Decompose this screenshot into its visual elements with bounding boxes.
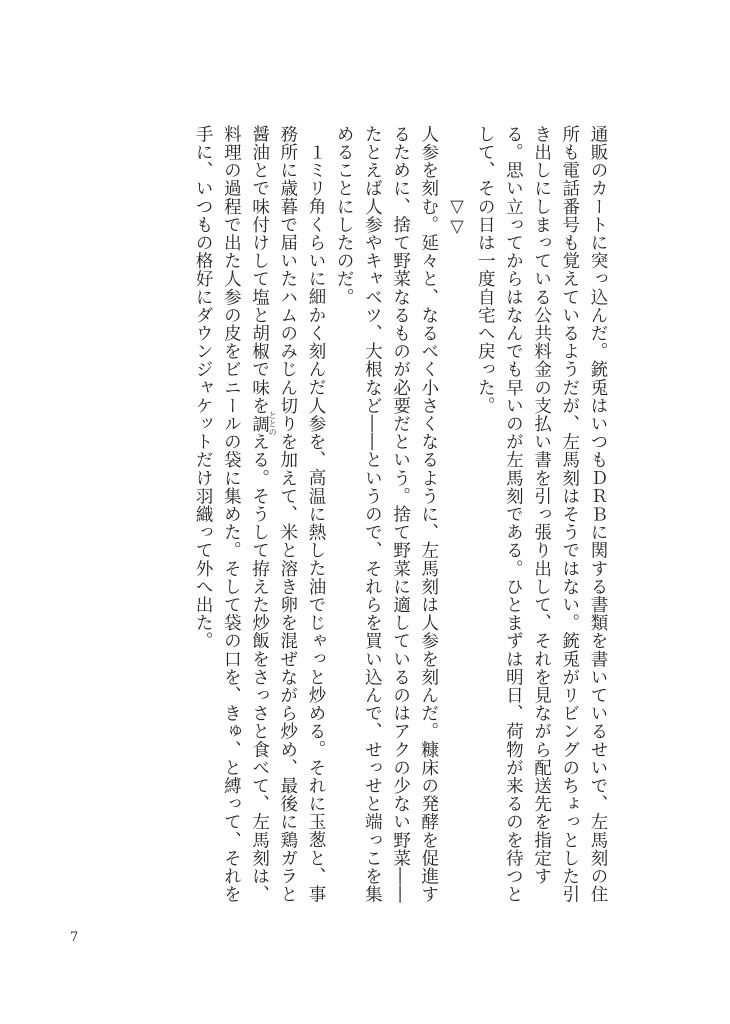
paragraph-3 bbox=[189, 125, 330, 915]
scene-break-marker: ▽▽ bbox=[446, 197, 467, 237]
paragraph-2: 人参を刻む。延々と、なるべく小さくなるように、左馬刻は人参を刻んだ。糠床の発酵を促進するために、捨て野菜なるものが必要だという。捨て野菜に適しているのはアクの少ない野菜――たとえば人参やキャベツ、大根など――というので、それらを買い込んで、せっせと端っこを集めることにしたのだ。 bbox=[334, 125, 439, 904]
ruby-word bbox=[249, 410, 278, 437]
vertical-text-body bbox=[92, 125, 612, 915]
paragraph-1: 通販のカートに突っ込んだ。銃兎はいつもＤＲＢに関する書類を書いているせいで、左馬刻の住所も電話番号も覚えているようだが、左馬刻はそうではない。銃兎がリビングのちょっとした引き出しにしまっている公共料金の支払い書を引っ張り出して、それを見ながら配送先を指定する。思い立ってからはなんでも早いのが左馬刻である。ひとまずは明日、荷物が来るのを待つとして、その日は一度自宅へ戻った。 bbox=[475, 125, 608, 904]
ruby-base: 調 bbox=[249, 410, 270, 437]
paragraph-3-part-2: える。そうして拵えた炒飯をさっさと食べて、左馬刻は、料理の過程で出た人参の皮をビニールの袋に集めた。そして袋の口を、きゅ、と縛って、それを手に、いつもの格好にダウンジャケットだけ羽織って外へ出た。 bbox=[193, 125, 270, 904]
ruby-reading: ととの bbox=[268, 410, 278, 437]
paragraph-3-part-1: １ミリ角くらいに細かく刻んだ人参を、高温に熱した油でじゃっと炒める。それに玉葱と、事務所に歳暮で届いたハムのみじん切りを加えて、米と溶き卵を混ぜながら炒め、最後に鶏ガラと醤油とで味付けして塩と胡椒で味を bbox=[249, 125, 326, 904]
page-number: 7 bbox=[70, 930, 79, 945]
